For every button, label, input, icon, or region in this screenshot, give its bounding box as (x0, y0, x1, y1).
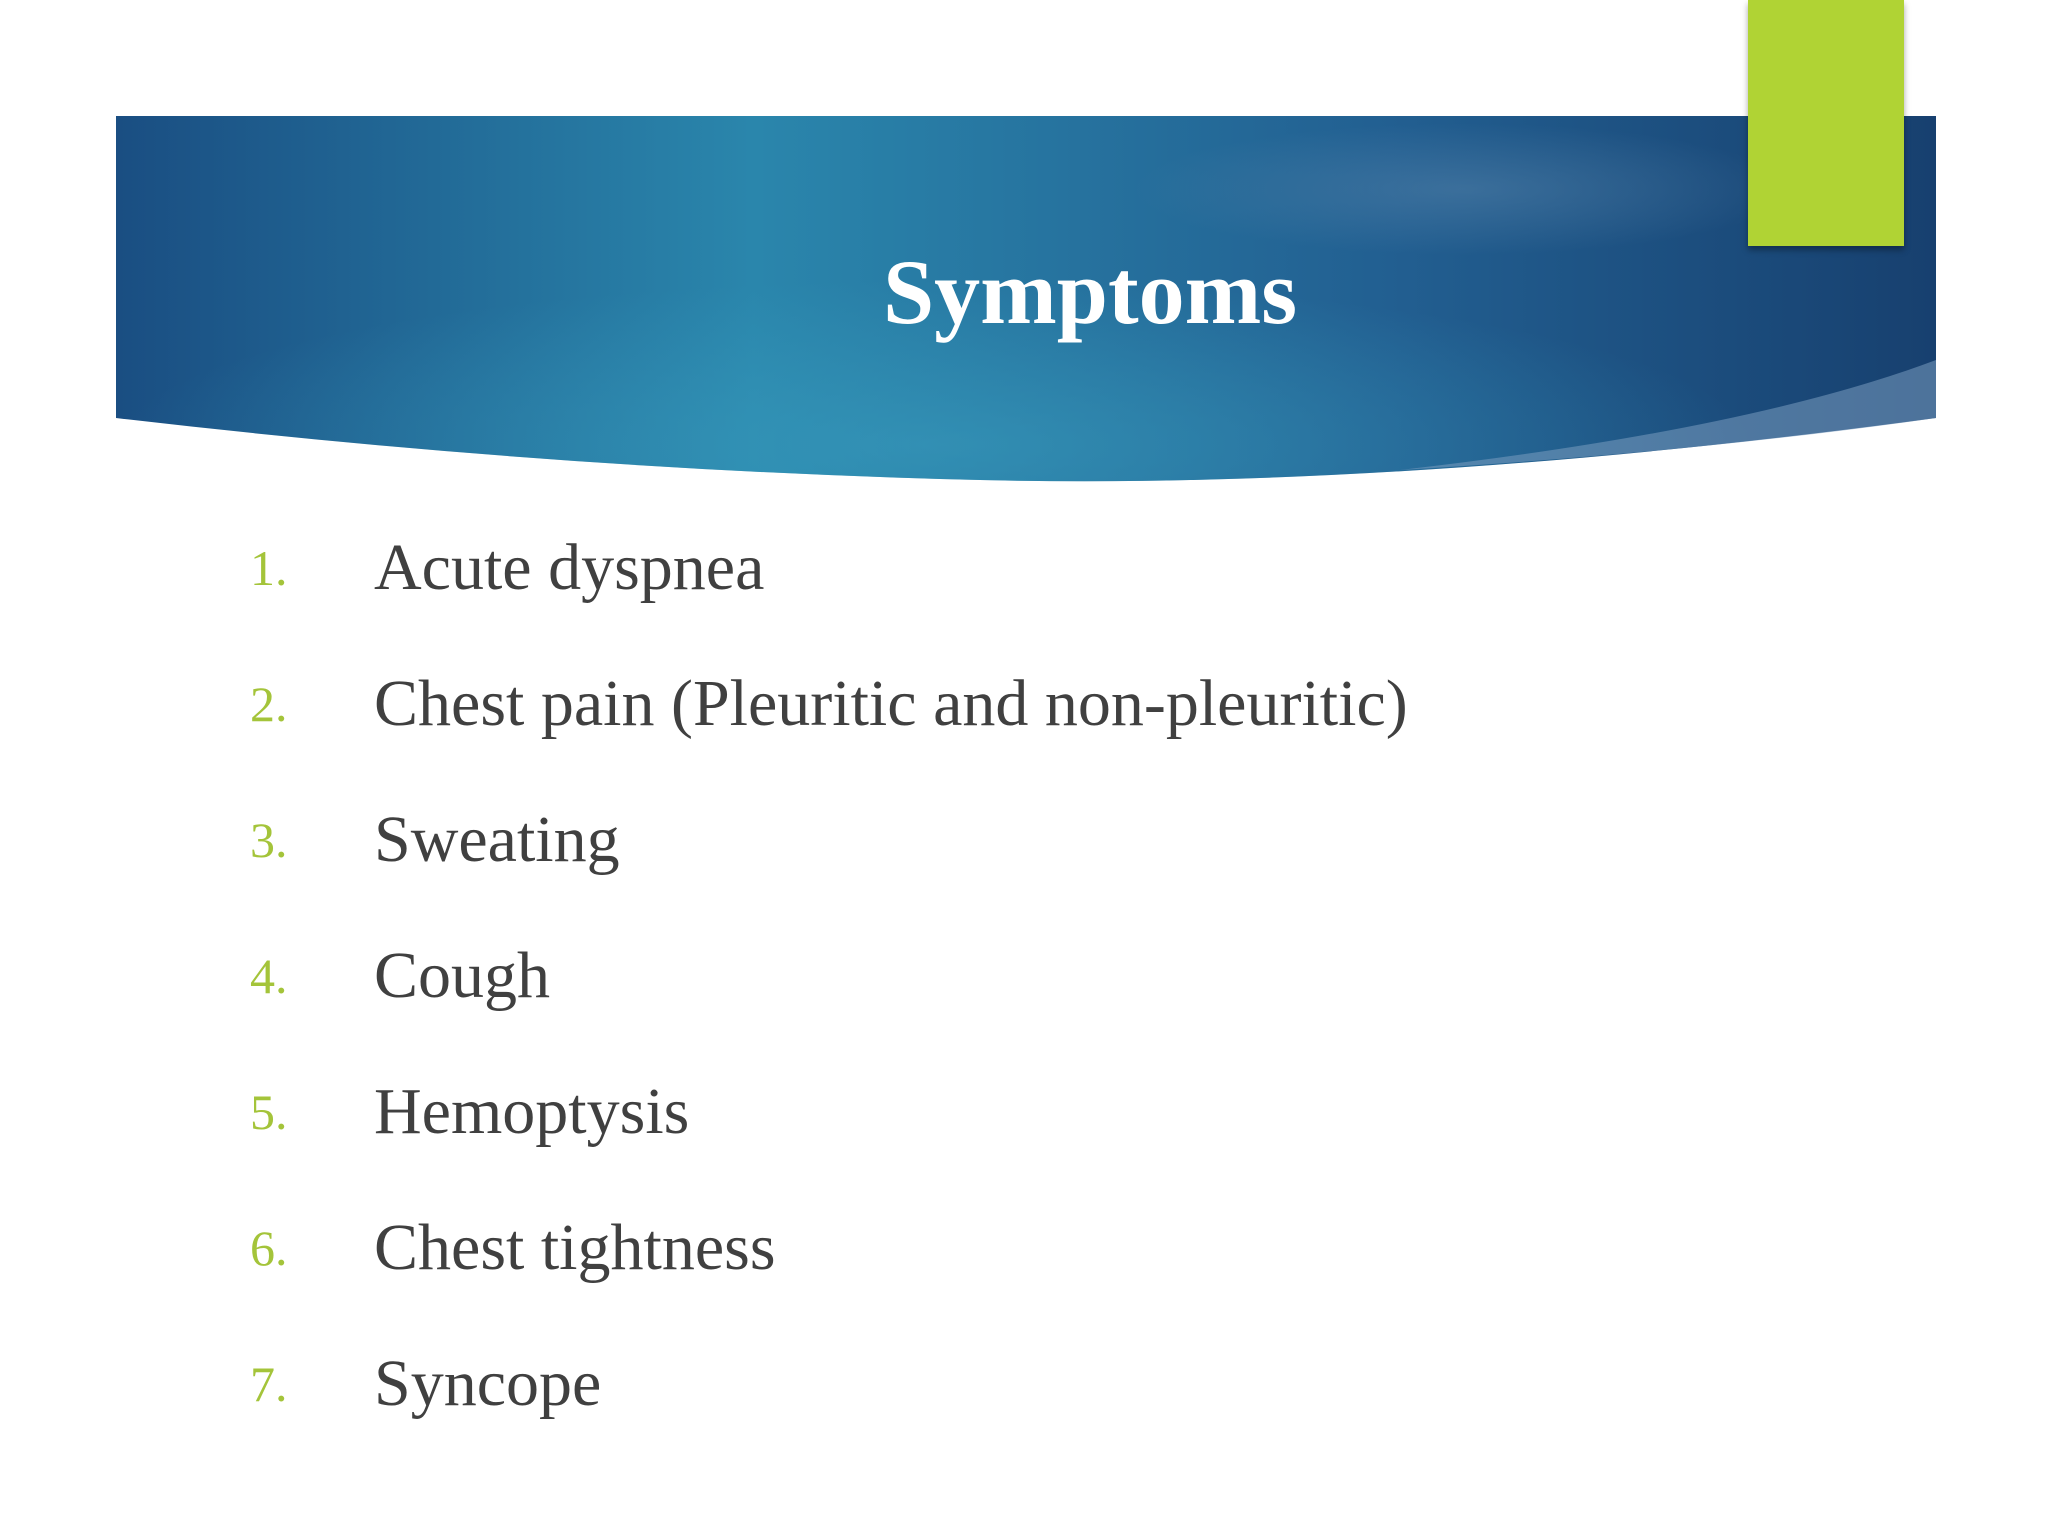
list-item-number: 5. (250, 1084, 288, 1140)
list-item-text: Chest pain (Pleuritic and non-pleuritic) (374, 667, 1408, 740)
slide-title: Symptoms (882, 241, 1298, 343)
list-item (250, 1334, 1750, 1434)
list-item (250, 1198, 1750, 1298)
list-item (250, 926, 1750, 1026)
list-item-text: Hemoptysis (374, 1075, 690, 1148)
list-item-number: 6. (250, 1220, 288, 1276)
accent-tab (1748, 0, 1904, 246)
list-item-number: 3. (250, 812, 288, 868)
list-item-number: 1. (250, 540, 288, 596)
list-item-text: Sweating (374, 803, 620, 876)
list-item (250, 790, 1750, 890)
list-item (250, 518, 1750, 618)
list-item-number: 4. (250, 948, 288, 1004)
list-item-number: 7. (250, 1356, 288, 1412)
list-item-text: Cough (374, 939, 551, 1012)
list-item-text: Chest tightness (374, 1211, 776, 1284)
list-item-number: 2. (250, 676, 288, 732)
list-item (250, 1062, 1750, 1162)
list-item (250, 654, 1750, 754)
list-item-text: Acute dyspnea (374, 531, 765, 604)
list-item-text: Syncope (374, 1347, 602, 1420)
